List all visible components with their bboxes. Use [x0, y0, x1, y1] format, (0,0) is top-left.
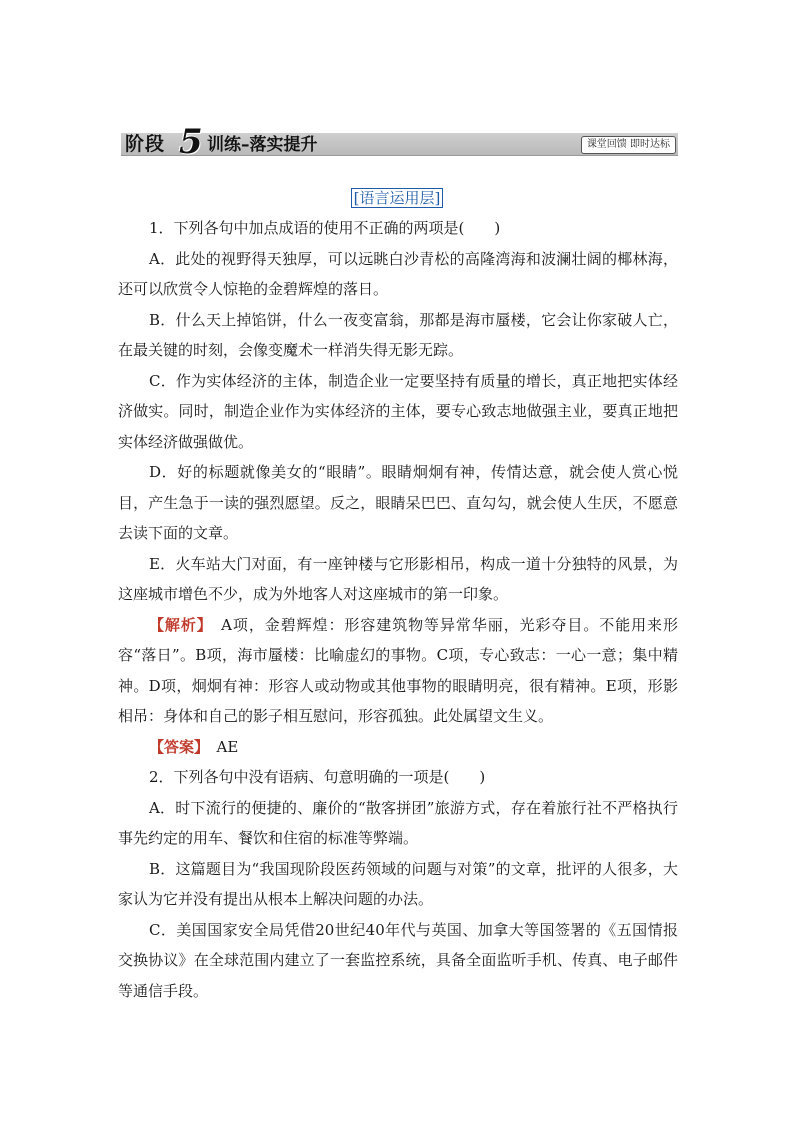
question-content [118, 213, 678, 1006]
answer-label: 【答案】 [149, 737, 202, 756]
q1-analysis [118, 610, 678, 732]
banner-title: 训练–落实提升 [207, 135, 318, 155]
banner-stage-number: 5 [179, 122, 203, 162]
analysis-label: 【解析】 [149, 615, 206, 634]
q1-option-c: C．作为实体经济的主体，制造企业一定要坚持有质量的增长，真正地把实体经济做实。同时，制造企业作为实体经济的主体，要专心致志地做强主业，要真正地把实体经济做强做优。 [118, 371, 678, 451]
q2-option-a: A．时下流行的便捷的、廉价的“散客拼团”旅游方式，存在着旅行社不严格执行事先约定的用车、餐饮和住宿的标准等弊端。 [118, 798, 678, 847]
q1-option-b: B．什么天上掉馅饼，什么一夜变富翁，那都是海市蜃楼，它会让你家破人亡，在最关键的时刻，会像变魔术一样消失得无影无踪。 [118, 310, 678, 359]
analysis-text: A项，金碧辉煌：形容建筑物等异常华丽，光彩夺目。不能用来形容“落日”。B项，海市蜃楼：比喻虚幻的事物。C项，专心致志：一心一意；集中精神。D项，炯炯有神：形容人或动物或其他事物的眼睛明亮，很有精神。E项，形影相吊：身体和自己的影子相互慰问，形容孤独。此处属望文生义。 [118, 615, 678, 725]
q1-option-e: E．火车站大门对面，有一座钟楼与它形影相吊，构成一道十分独特的风景，为这座城市增色不少，成为外地客人对这座城市的第一印象。 [118, 554, 678, 603]
answer-text: AE [201, 737, 239, 756]
q1-option-d: D．好的标题就像美女的“眼睛”。眼睛炯炯有神，传情达意，就会使人赏心悦目，产生急于一读的强烈愿望。反之，眼睛呆巴巴、直勾勾，就会使人生厌，不愿意去读下面的文章。 [118, 463, 678, 542]
section-header [0, 188, 794, 208]
section-banner [121, 122, 678, 162]
banner-tag: 课堂回馈 即时达标 [581, 136, 676, 154]
q1-option-a: A．此处的视野得天独厚，可以远眺白沙青松的高隆湾海和波澜壮阔的椰林海，还可以欣赏令人惊艳的金碧辉煌的落日。 [118, 249, 678, 298]
q1-stem: 1．下列各句中加点成语的使用不正确的两项是( ) [149, 219, 501, 237]
q2-option-c: C．美国国家安全局凭借20世纪40年代与英国、加拿大等国签署的《五国情报交换协议》在全球范围内建立了一套监控系统，具备全面监听手机、传真、电子邮件等通信手段。 [118, 920, 678, 1000]
section-label: [语言运用层] [351, 188, 444, 208]
q1-answer [118, 732, 678, 763]
q2-stem: 2．下列各句中没有语病、句意明确的一项是( ) [149, 768, 486, 786]
q2-option-b: B．这篇题目为“我国现阶段医药领域的问题与对策”的文章，批评的人很多，大家认为它并没有提出从根本上解决问题的办法。 [118, 859, 678, 908]
banner-stage-label: 阶段 [125, 133, 166, 155]
